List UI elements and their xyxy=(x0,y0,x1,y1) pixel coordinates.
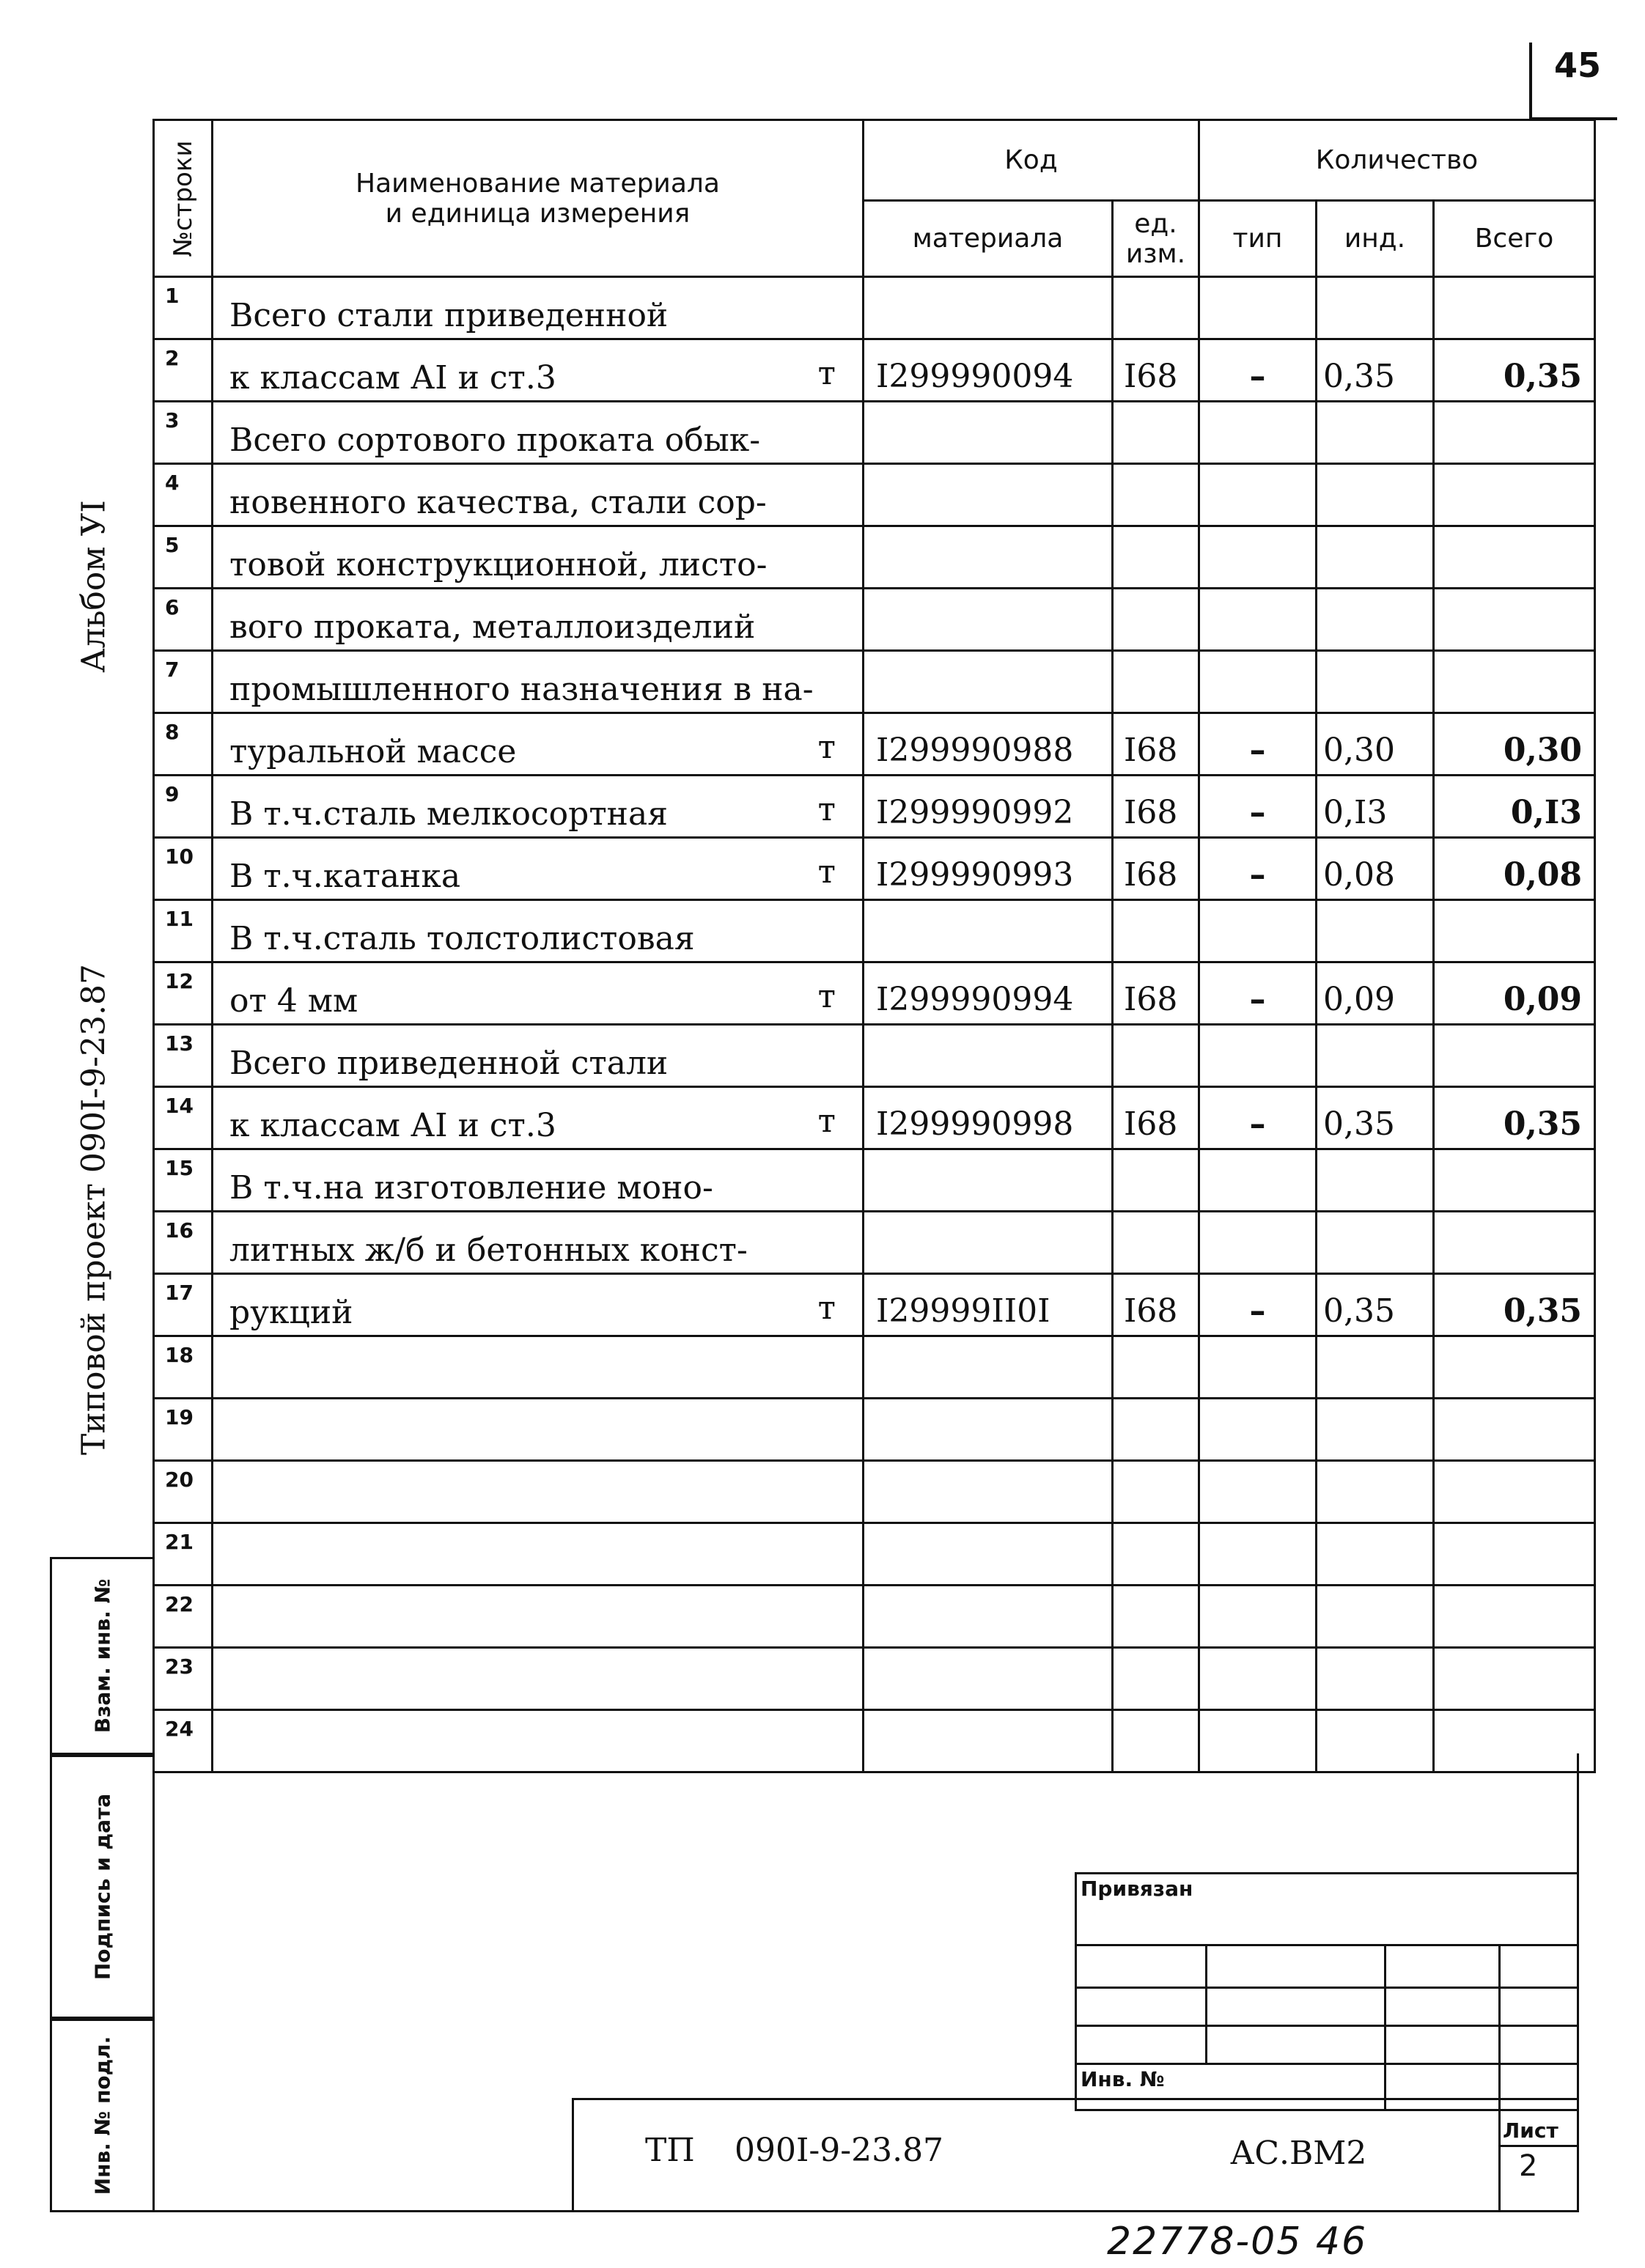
row-number: 12 xyxy=(154,962,213,1025)
unit-of-measure: т xyxy=(817,1102,836,1140)
row-number: 6 xyxy=(154,589,213,651)
vsego-value xyxy=(1434,1149,1595,1212)
material-name xyxy=(213,962,864,1025)
vsego-value xyxy=(1434,277,1595,339)
material-name xyxy=(213,277,864,339)
title-block xyxy=(572,2098,1579,2212)
table-row xyxy=(154,776,1595,838)
row-number: 13 xyxy=(154,1025,213,1087)
material-name-header-line1: Наименование материала xyxy=(356,168,720,199)
material-name xyxy=(213,402,864,464)
material-name xyxy=(213,526,864,589)
vsego-value xyxy=(1434,1399,1595,1461)
tip-value: – xyxy=(1199,1087,1317,1149)
tip-value: – xyxy=(1199,1274,1317,1336)
unit-code: I68 xyxy=(1113,1087,1199,1149)
vsego-value: 0,08 xyxy=(1434,838,1595,900)
material-code xyxy=(864,526,1113,589)
tip-value xyxy=(1199,1461,1317,1523)
privyazan-vline-2 xyxy=(1384,1944,1386,2111)
material-name-text: промышленного назначения в на- xyxy=(229,671,814,708)
vsego-value xyxy=(1434,1212,1595,1274)
privyazan-line-2 xyxy=(1075,1987,1579,1989)
unit-of-measure: т xyxy=(817,355,836,392)
material-name xyxy=(213,713,864,776)
table-row xyxy=(154,464,1595,526)
material-code: I299990994 xyxy=(864,962,1113,1025)
unit-code: I68 xyxy=(1113,962,1199,1025)
vsego-value xyxy=(1434,464,1595,526)
table-row xyxy=(154,1461,1595,1523)
material-name-text: вого проката, металлоизделий xyxy=(229,608,756,646)
material-code xyxy=(864,402,1113,464)
material-code xyxy=(864,1648,1113,1710)
material-code-header: материала xyxy=(864,201,1113,277)
vsego-value: 0,I3 xyxy=(1434,776,1595,838)
unit-code xyxy=(1113,1523,1199,1586)
ind-value: 0,35 xyxy=(1317,1274,1434,1336)
unit-of-measure: т xyxy=(817,978,836,1015)
ind-value xyxy=(1317,1648,1434,1710)
material-name xyxy=(213,651,864,713)
ind-value xyxy=(1317,402,1434,464)
unit-code xyxy=(1113,1648,1199,1710)
tip-value xyxy=(1199,651,1317,713)
ind-value: 0,08 xyxy=(1317,838,1434,900)
ind-value xyxy=(1317,277,1434,339)
material-name xyxy=(213,1149,864,1212)
vsego-value xyxy=(1434,651,1595,713)
material-name xyxy=(213,1087,864,1149)
doc-code: АС.ВМ2 xyxy=(1230,2135,1367,2172)
privyazan-line-3 xyxy=(1075,2025,1579,2027)
material-name-text: к классам АI и ст.3 xyxy=(229,1107,556,1144)
ind-value xyxy=(1317,1025,1434,1087)
material-code xyxy=(864,651,1113,713)
unit-code: I68 xyxy=(1113,776,1199,838)
material-name-text: В т.ч.на изготовление моно- xyxy=(229,1169,713,1207)
material-name xyxy=(213,1274,864,1336)
table-row xyxy=(154,1586,1595,1648)
list-label: Лист xyxy=(1503,2118,1558,2143)
unit-code xyxy=(1113,900,1199,962)
material-name xyxy=(213,1336,864,1399)
row-number: 1 xyxy=(154,277,213,339)
privyazan-label: Привязан xyxy=(1081,1877,1193,1901)
row-number: 3 xyxy=(154,402,213,464)
table-row xyxy=(154,1212,1595,1274)
vsego-value xyxy=(1434,1523,1595,1586)
material-name xyxy=(213,589,864,651)
list-hline xyxy=(1498,2145,1579,2147)
vsego-value xyxy=(1434,589,1595,651)
row-number: 8 xyxy=(154,713,213,776)
ind-value: 0,35 xyxy=(1317,1087,1434,1149)
table-row xyxy=(154,900,1595,962)
kod-header: Код xyxy=(864,120,1199,201)
tip-value xyxy=(1199,1212,1317,1274)
material-code: I299990998 xyxy=(864,1087,1113,1149)
vsego-value xyxy=(1434,900,1595,962)
ind-value: 0,I3 xyxy=(1317,776,1434,838)
tip-value: – xyxy=(1199,713,1317,776)
podpis-data-label: Подпись и дата xyxy=(90,1793,114,1981)
tip-value xyxy=(1199,1648,1317,1710)
privyazan-line-1 xyxy=(1075,1944,1579,1946)
unit-code xyxy=(1113,1149,1199,1212)
unit-of-measure: т xyxy=(817,853,836,891)
material-name-text: к классам АI и ст.3 xyxy=(229,359,556,397)
unit-of-measure: т xyxy=(817,729,836,766)
material-name xyxy=(213,776,864,838)
material-name xyxy=(213,1461,864,1523)
material-code: I299990992 xyxy=(864,776,1113,838)
row-number: 21 xyxy=(154,1523,213,1586)
ind-value: 0,35 xyxy=(1317,339,1434,402)
material-name xyxy=(213,838,864,900)
tip-value xyxy=(1199,1149,1317,1212)
ind-value xyxy=(1317,589,1434,651)
row-number: 24 xyxy=(154,1710,213,1772)
material-name-text: В т.ч.катанка xyxy=(229,858,461,895)
table-row xyxy=(154,589,1595,651)
unit-code xyxy=(1113,526,1199,589)
table-row xyxy=(154,1523,1595,1586)
row-number: 10 xyxy=(154,838,213,900)
tip-value xyxy=(1199,402,1317,464)
row-number: 16 xyxy=(154,1212,213,1274)
table-row xyxy=(154,651,1595,713)
unit-code xyxy=(1113,1212,1199,1274)
vsego-value: 0,35 xyxy=(1434,339,1595,402)
unit-code xyxy=(1113,651,1199,713)
unit-code xyxy=(1113,1399,1199,1461)
vsego-value xyxy=(1434,1461,1595,1523)
material-name xyxy=(213,464,864,526)
table-row xyxy=(154,1648,1595,1710)
vsego-value: 0,09 xyxy=(1434,962,1595,1025)
table-row xyxy=(154,1025,1595,1087)
row-number: 2 xyxy=(154,339,213,402)
ind-header: инд. xyxy=(1317,201,1434,277)
vsego-value xyxy=(1434,1648,1595,1710)
tip-value xyxy=(1199,1025,1317,1087)
tip-value xyxy=(1199,526,1317,589)
vzam-inv-box xyxy=(50,1557,152,1755)
tip-value xyxy=(1199,1523,1317,1586)
vsego-value xyxy=(1434,1336,1595,1399)
material-code xyxy=(864,1586,1113,1648)
table-row xyxy=(154,1274,1595,1336)
unit-code xyxy=(1113,589,1199,651)
tp-label: ТП xyxy=(645,2132,695,2169)
list-divider xyxy=(1498,2111,1501,2212)
vsego-value xyxy=(1434,1586,1595,1648)
table-row xyxy=(154,962,1595,1025)
tip-value: – xyxy=(1199,339,1317,402)
table-row xyxy=(154,1336,1595,1399)
unit-code xyxy=(1113,1025,1199,1087)
unit-code xyxy=(1113,277,1199,339)
unit-code xyxy=(1113,402,1199,464)
list-value: 2 xyxy=(1519,2149,1538,2183)
material-code xyxy=(864,1399,1113,1461)
material-code: I299990094 xyxy=(864,339,1113,402)
corner-line-vertical xyxy=(1529,43,1532,119)
material-code xyxy=(864,1336,1113,1399)
row-number: 5 xyxy=(154,526,213,589)
material-code xyxy=(864,900,1113,962)
row-number: 11 xyxy=(154,900,213,962)
material-name-text: литных ж/б и бетонных конст- xyxy=(229,1231,748,1269)
tip-value: – xyxy=(1199,776,1317,838)
material-code: I29999II0I xyxy=(864,1274,1113,1336)
vsego-header: Всего xyxy=(1434,201,1595,277)
table-row xyxy=(154,526,1595,589)
row-number: 20 xyxy=(154,1461,213,1523)
material-name xyxy=(213,1648,864,1710)
unit-of-measure: т xyxy=(817,791,836,828)
row-number: 19 xyxy=(154,1399,213,1461)
ind-value xyxy=(1317,1461,1434,1523)
vsego-value: 0,35 xyxy=(1434,1274,1595,1336)
table-row xyxy=(154,402,1595,464)
tip-value xyxy=(1199,464,1317,526)
ind-value xyxy=(1317,1336,1434,1399)
row-number: 23 xyxy=(154,1648,213,1710)
table-row xyxy=(154,1087,1595,1149)
material-name-text: В т.ч.сталь толстолистовая xyxy=(229,920,695,957)
ind-value xyxy=(1317,1523,1434,1586)
tip-value xyxy=(1199,1586,1317,1648)
tip-value xyxy=(1199,277,1317,339)
privyazan-vline-3 xyxy=(1498,1944,1501,2111)
vsego-value: 0,30 xyxy=(1434,713,1595,776)
unit-code: I68 xyxy=(1113,838,1199,900)
row-number: 22 xyxy=(154,1586,213,1648)
table-row xyxy=(154,713,1595,776)
material-code xyxy=(864,589,1113,651)
row-number-header: №строки xyxy=(154,120,213,277)
tip-value xyxy=(1199,900,1317,962)
material-code: I299990993 xyxy=(864,838,1113,900)
page-number: 45 xyxy=(1554,45,1602,85)
material-code: I299990988 xyxy=(864,713,1113,776)
table-row xyxy=(154,1149,1595,1212)
inv-no-label: Инв. № xyxy=(1081,2067,1165,2091)
material-name-text: Всего приведенной стали xyxy=(229,1045,669,1082)
ind-value xyxy=(1317,526,1434,589)
ind-value xyxy=(1317,1149,1434,1212)
material-code xyxy=(864,277,1113,339)
table-row xyxy=(154,339,1595,402)
privyazan-line-4 xyxy=(1075,2063,1579,2065)
vsego-value xyxy=(1434,526,1595,589)
ind-value xyxy=(1317,1586,1434,1648)
ind-value xyxy=(1317,651,1434,713)
unit-code xyxy=(1113,464,1199,526)
ind-value: 0,09 xyxy=(1317,962,1434,1025)
unit-code-header: ед. изм. xyxy=(1113,201,1199,277)
inv-podl-label: Инв. № подл. xyxy=(90,2036,114,2195)
unit-code xyxy=(1113,1336,1199,1399)
vzam-inv-label: Взам. инв. № xyxy=(90,1578,114,1734)
tip-value: – xyxy=(1199,838,1317,900)
material-name xyxy=(213,1025,864,1087)
material-name-text: Всего стали приведенной xyxy=(229,297,669,334)
material-code xyxy=(864,1523,1113,1586)
materials-table xyxy=(152,119,1596,1773)
ind-value xyxy=(1317,464,1434,526)
podpis-data-box xyxy=(50,1755,152,2019)
material-name-text: рукций xyxy=(229,1294,353,1331)
material-name-text: В т.ч.сталь мелкосортная xyxy=(229,795,668,833)
row-number: 14 xyxy=(154,1087,213,1149)
table-row xyxy=(154,1399,1595,1461)
project-label: Типовой проект 090I-9-23.87 xyxy=(75,964,113,1455)
row-number: 17 xyxy=(154,1274,213,1336)
tip-value: – xyxy=(1199,962,1317,1025)
material-name xyxy=(213,1212,864,1274)
material-name-text: товой конструкционной, листо- xyxy=(229,546,768,583)
handwritten-archive-number: 22778-05 46 xyxy=(1107,2220,1368,2264)
material-name xyxy=(213,339,864,402)
inv-podl-box xyxy=(50,2019,152,2212)
tip-value xyxy=(1199,1399,1317,1461)
row-number: 9 xyxy=(154,776,213,838)
table-row xyxy=(154,838,1595,900)
unit-code: I68 xyxy=(1113,339,1199,402)
material-name-header-line2: и единица измерения xyxy=(385,198,691,229)
material-name-text: Всего сортового проката обык- xyxy=(229,421,761,459)
material-name-text: туральной массе xyxy=(229,733,517,770)
material-code xyxy=(864,1212,1113,1274)
ind-value xyxy=(1317,900,1434,962)
privyazan-vline-1 xyxy=(1205,1944,1207,2063)
tip-header: тип xyxy=(1199,201,1317,277)
table-row xyxy=(154,277,1595,339)
row-number: 7 xyxy=(154,651,213,713)
material-code xyxy=(864,1149,1113,1212)
material-name-text: от 4 мм xyxy=(229,982,358,1020)
material-code xyxy=(864,1461,1113,1523)
row-number: 18 xyxy=(154,1336,213,1399)
row-number: 4 xyxy=(154,464,213,526)
tp-code: 090I-9-23.87 xyxy=(735,2132,944,2169)
tip-value xyxy=(1199,1336,1317,1399)
vsego-value xyxy=(1434,1025,1595,1087)
unit-code xyxy=(1113,1586,1199,1648)
material-name xyxy=(213,900,864,962)
material-code xyxy=(864,1025,1113,1087)
ind-value xyxy=(1317,1212,1434,1274)
material-name-text: новенного качества, стали сор- xyxy=(229,484,767,521)
ind-value: 0,30 xyxy=(1317,713,1434,776)
row-number: 15 xyxy=(154,1149,213,1212)
vsego-value xyxy=(1434,402,1595,464)
material-name-header xyxy=(213,120,864,277)
tip-value xyxy=(1199,589,1317,651)
ind-value xyxy=(1317,1399,1434,1461)
unit-of-measure: т xyxy=(817,1289,836,1327)
unit-code: I68 xyxy=(1113,1274,1199,1336)
vsego-value: 0,35 xyxy=(1434,1087,1595,1149)
kolichestvo-header: Количество xyxy=(1199,120,1595,201)
album-label: Альбом УI xyxy=(75,500,113,673)
material-code xyxy=(864,464,1113,526)
material-name xyxy=(213,1399,864,1461)
material-name xyxy=(213,1523,864,1586)
unit-code xyxy=(1113,1461,1199,1523)
unit-code: I68 xyxy=(1113,713,1199,776)
material-name xyxy=(213,1586,864,1648)
